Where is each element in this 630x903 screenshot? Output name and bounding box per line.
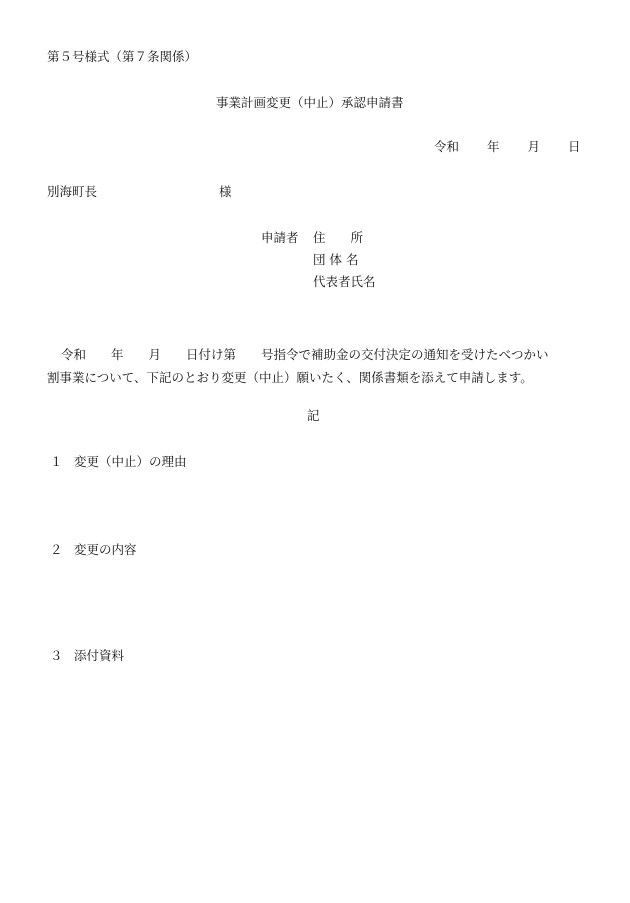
date-year: 年 <box>487 139 500 154</box>
date-line <box>434 141 581 154</box>
section-content <box>50 544 137 557</box>
date-era: 令和 <box>434 139 460 154</box>
addressee-honorific: 様 <box>219 184 232 199</box>
body-line-1: 令和 年 月 日付け第 号指令で補助金の交付決定の通知を受けたべつかい <box>61 347 549 362</box>
section-number: ２ <box>50 542 63 557</box>
document-title: 事業計画変更（中止）承認申請書 <box>216 95 404 110</box>
representative-name-label: 代表者氏名 <box>313 274 376 289</box>
addressee-name: 別海町長 <box>47 184 98 199</box>
section-label: 添付資料 <box>74 648 125 663</box>
date-month: 月 <box>527 139 541 154</box>
address-label: 住 所 <box>313 230 364 245</box>
date-day: 日 <box>568 139 581 154</box>
section-reason <box>50 456 187 469</box>
group-name-label: 団 体 名 <box>313 252 359 267</box>
section-number: ３ <box>50 648 63 663</box>
section-label: 変更の内容 <box>74 542 137 557</box>
section-label: 変更（中止）の理由 <box>74 454 187 469</box>
application-body <box>47 343 587 389</box>
addressee <box>47 184 232 199</box>
section-attachments <box>50 650 124 663</box>
body-line-2: 割事業について、下記のとおり変更（中止）願いたく、関係書類を添えて申請します。 <box>47 370 533 385</box>
form-number: 第５号様式（第７条関係） <box>47 49 198 64</box>
applicant-label: 申請者 <box>261 230 299 245</box>
ki-heading: 記 <box>307 408 320 423</box>
section-number: １ <box>50 454 63 469</box>
